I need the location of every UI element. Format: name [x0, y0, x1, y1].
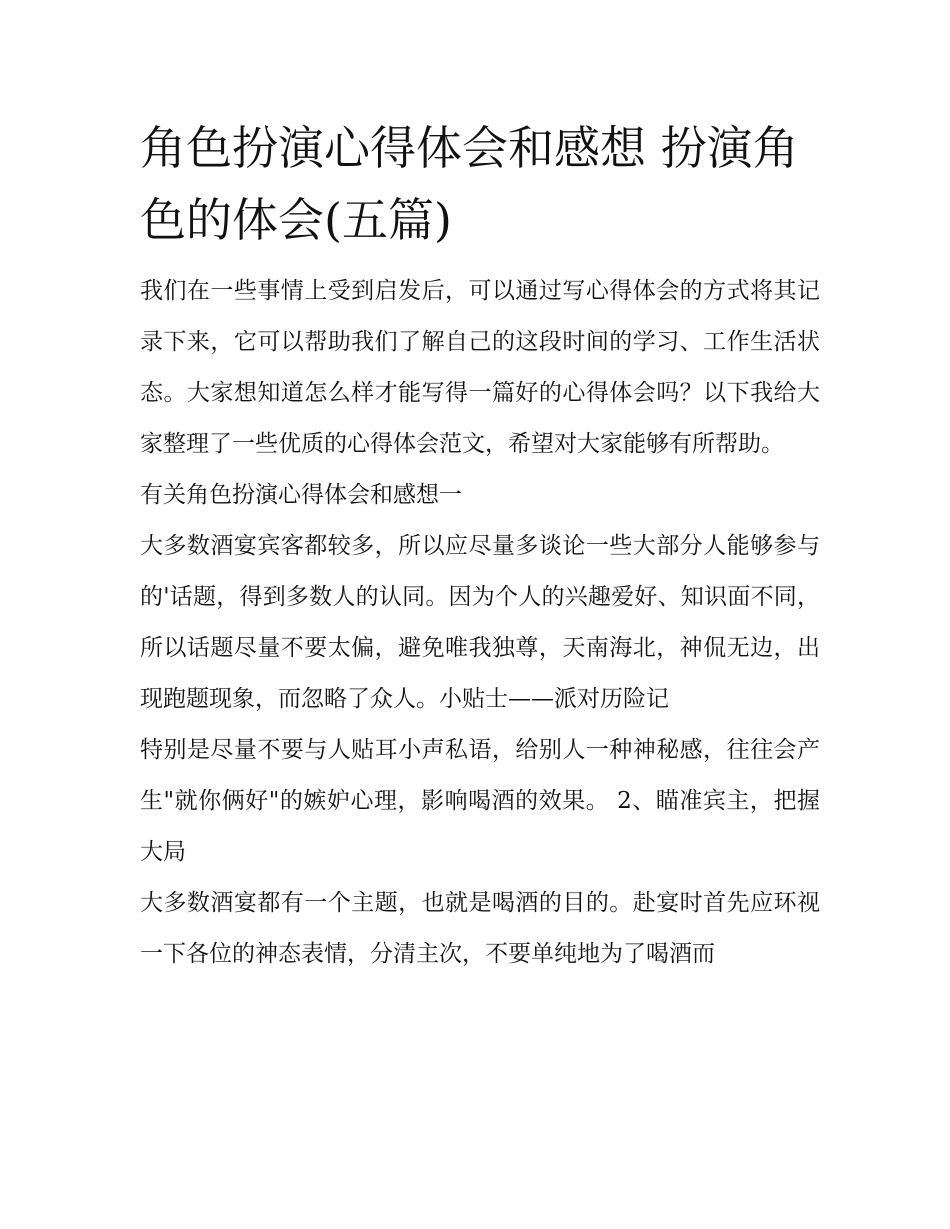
document-title: 角色扮演心得体会和感想 扮演角色的体会(五篇) [140, 121, 799, 247]
body-paragraph: 特别是尽量不要与人贴耳小声私语，给别人一种神秘感，往往会产生"就你俩好"的嫉妒心理，影响喝酒的效果。 2、瞄准宾主，把握大局 [140, 737, 820, 865]
document-body [140, 266, 820, 980]
document-content [140, 112, 820, 980]
intro-paragraph: 我们在一些事情上受到启发后，可以通过写心得体会的方式将其记录下来，它可以帮助我们了解自己的这段时间的学习、工作生活状态。大家想知道怎么样才能写得一篇好的心得体会吗？以下我给大家整理了一些优质的心得体会范文，希望对大家能够有所帮助。 [140, 278, 820, 457]
body-paragraph: 大多数酒宴宾客都较多，所以应尽量多谈论一些大部分人能够参与的'话题，得到多数人的认同。因为个人的兴趣爱好、知识面不同，所以话题尽量不要太偏，避免唯我独尊，天南海北，神侃无边，出现跑题现象，而忽略了众人。小贴士——派对历险记 [140, 533, 820, 712]
section-heading: 有关角色扮演心得体会和感想一 [140, 482, 462, 508]
body-paragraph: 大多数酒宴都有一个主题，也就是喝酒的目的。赴宴时首先应环视一下各位的神态表情，分清主次，不要单纯地为了喝酒而 [140, 890, 820, 967]
